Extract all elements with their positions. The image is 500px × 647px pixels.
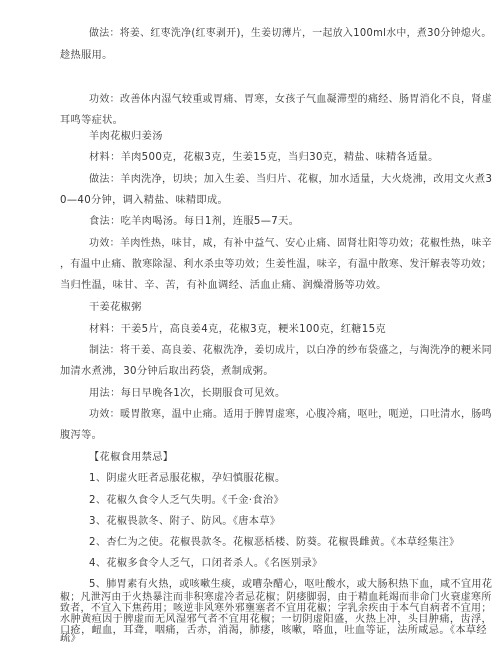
text-line: 5、肺胃素有火热，或咳嗽生痰，或嘈杂醋心，呕吐酸水，或大肠积热下血，咸不宜用花 [89,579,493,590]
text-line: 材料：干姜5片，高良姜4克，花椒3克，粳米100克，红糖15克 [89,324,387,335]
text-line: 疏》 [60,633,82,644]
text-line: 材料：羊肉500克，花椒3克，生姜15克，当归30克，精盐、味精各适量。 [89,152,439,163]
text-line: 用法：每日早晚各1次，长期服食可见效。 [89,388,286,399]
text-line: 1、阴虚火旺者忌服花椒，孕妇慎服花椒。 [89,473,286,484]
text-line: 当归性温，味甘、辛、苦，有补血调经、活血止痛、润燥滑肠等功效。 [60,280,387,291]
text-line: 功效：羊肉性热，味甘，咸，有补中益气、安心止痛、固肾壮阳等功效；花椒性热，味辛 [89,238,492,249]
text-line: 椒；凡泄泻由于火热暴注而非积寒虚冷者忌花椒；阴痿脚弱，由于精血耗竭而非命门火衰虚寒所 [60,592,492,603]
text-line: 干姜花椒粥 [89,302,142,313]
text-line: 【花椒食用禁忌】 [89,452,174,463]
text-line: 3、花椒畏款冬、附子、防风。《唐本草》 [89,516,281,527]
text-line: 4、花椒多食令人乏气，口闭者杀人。《名医别录》 [89,558,323,569]
text-line: 羊肉花椒归姜汤 [89,131,163,142]
text-line: 2、杏仁为之使。花椒畏款冬。花椒恶栝楼、防葵。花椒畏雌黄。《本草经集注》 [89,537,460,548]
text-line: 趁热服用。 [60,50,113,61]
text-line: 耳鸣等症状。 [60,115,124,126]
text-line: 腹泻等。 [60,430,103,441]
text-line: 功效：暖胃散寒，温中止痛。适用于脾胃虚寒，心腹冷痛，呕吐，呃逆，口吐清水，肠鸣 [89,409,492,420]
text-line: 口疮，衄血，耳聋，咽痛，舌赤，消渴，肺痿，咳嗽，咯血，吐血等证，法所咸忌。《本草经 [60,625,487,636]
text-line: 做法：羊肉洗净，切块；加入生姜、当归片、花椒，加水适量，大火烧沸，改用文火煮3 [89,174,493,185]
text-line: 加清水煮沸，30分钟后取出药袋，煮制成粥。 [60,366,274,377]
text-line: 做法：将姜、红枣洗净(红枣剥开)，生姜切薄片，一起放入100ml水中，煮30分钟熄火。 [89,28,492,39]
text-line: 制法：将干姜、高良姜、花椒洗净，姜切成片，以白净的纱布袋盛之，与淘洗净的粳米同 [89,345,492,356]
text-line: ，有温中止痛、散寒除湿、利水杀虫等功效；生姜性温，味辛，有温中散寒、发汗解表等功效； [60,259,492,270]
text-line: 0—40分钟，调入精盐、味精即成。 [60,195,229,206]
text-line: 2、花椒久食令人乏气失明。《千金·食治》 [89,495,284,506]
text-line: 水肿黄疸因于脾虚而无风湿邪气者不宜用花椒；一切阴虚阳盛，火热上冲，头目肿痛，齿浮， [60,614,493,625]
text-line: 食法：吃羊肉喝汤。每日1剂，连服5—7天。 [89,216,300,227]
text-line: 功效：改善体内湿气较重或胃痛、胃寒，女孩子气血凝滞型的痛经、肠胃消化不良，肾虚 [89,94,492,105]
text-line: 致者，不宜入下焦药用；咳逆非风寒外邪壅塞者不宜用花椒；字乳余疾由于本气自病者不宜用； [60,603,492,614]
